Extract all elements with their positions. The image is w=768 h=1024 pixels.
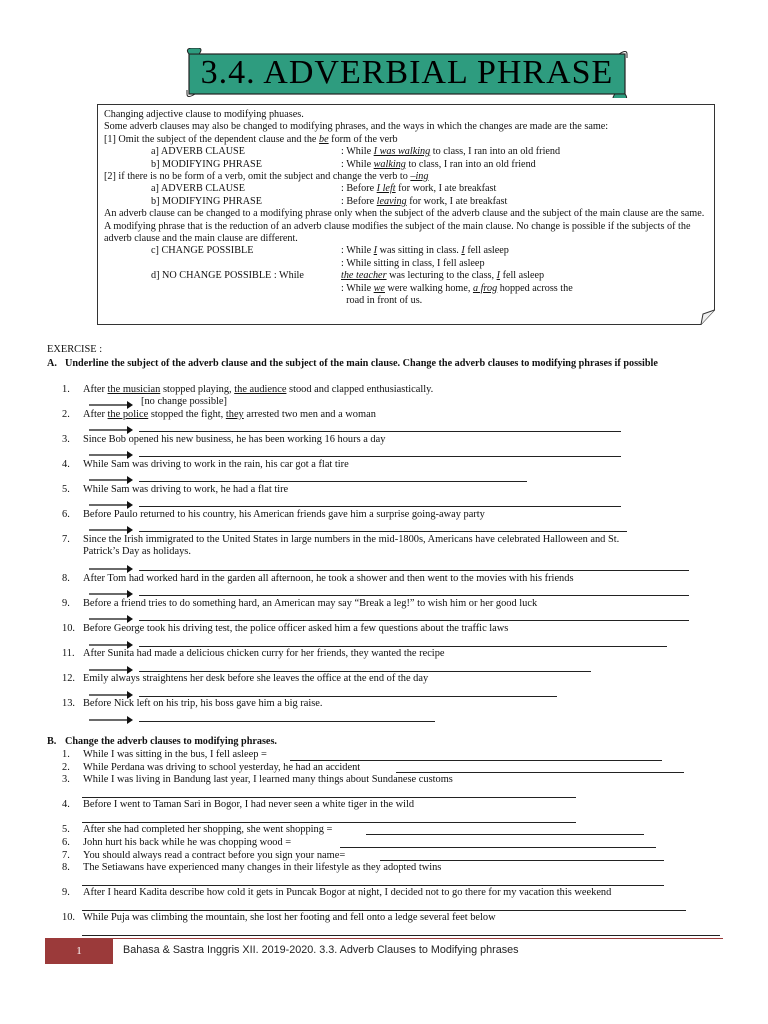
rule-2-prefix: [2] if there is no be form of a verb, omit the subject and change the verb to (104, 170, 411, 182)
answer-line[interactable] (139, 570, 689, 571)
rule-1 (104, 134, 708, 146)
a-item-4-text: While Sam was driving to work in the rain, his car got a flat tire (83, 459, 349, 470)
b-item-5-number: 5. (62, 824, 70, 835)
page-footer (45, 938, 725, 964)
box-intro-2: Some adverb clauses may also be changed to modifying phrases, and the ways in which the changes are made are the same: (104, 121, 609, 133)
a-item-9-text: Before a friend tries to do something hard, an American may say “Break a leg!” to wish him or her good luck (83, 598, 538, 609)
a-item-8-text: After Tom had worked hard in the garden all afternoon, he took a shower and then went to the movies with his friends (83, 573, 574, 584)
b-item-1-number: 1. (62, 749, 70, 760)
a-item-3-text: Since Bob opened his new business, he has been working 16 hours a day (83, 434, 386, 445)
example-c1-subject-2: I (461, 245, 465, 257)
a-item-5-number: 5. (62, 484, 70, 495)
a-item-12 (62, 673, 702, 684)
b-item-2-number: 2. (62, 762, 70, 773)
rule-2a (104, 183, 708, 195)
rule-1a-label: a] ADVERB CLAUSE (151, 146, 245, 158)
b-item-3-text: While I was living in Bandung last year, I learned many things about Sundanese customs (83, 774, 453, 785)
answer-line[interactable] (139, 481, 527, 482)
rule-1-be: be (319, 133, 329, 145)
b-item-10 (62, 912, 702, 923)
b-item-3 (62, 774, 702, 785)
a-item-8-number: 8. (62, 573, 70, 584)
example-d2-subject-1: we (373, 282, 385, 294)
a-item-2-number: 2. (62, 409, 70, 420)
a-item-11-text: After Sunita had made a delicious chicken curry for her friends, they wanted the recipe (83, 648, 445, 659)
rule-1b-post: to class, I ran into an old friend (405, 158, 536, 170)
arrow-icon (89, 526, 133, 534)
answer-line[interactable] (139, 721, 435, 722)
a-item-7-number: 7. (62, 534, 70, 545)
a-item-2-post: arrested two men and a woman (243, 409, 376, 420)
b-item-6-text: John hurt his back while he was chopping wood = (83, 837, 292, 848)
b-answer-4-line[interactable] (82, 822, 576, 823)
rule-1-suffix: form of the verb (328, 133, 398, 145)
rule-2a-underlined: I left (376, 183, 396, 195)
rule-2b-underlined: leaving (376, 195, 407, 207)
example-c1-pre: : While (341, 245, 374, 257)
answer-line[interactable] (139, 456, 621, 457)
page-title: 3.4. ADVERBIAL PHRASE (200, 54, 614, 91)
section-b-letter: B. (47, 736, 57, 747)
rule-2 (104, 171, 708, 183)
a-item-7 (62, 534, 702, 559)
answer-line[interactable] (139, 696, 557, 697)
a-item-2-subject-1: the police (107, 409, 149, 420)
b-item-7-text: You should always read a contract before you sign your name= (83, 850, 346, 861)
b-item-8 (62, 862, 702, 873)
rule-2b (104, 196, 708, 208)
example-d2-post: hopped across the (497, 282, 573, 294)
example-d3-text: road in front of us. (346, 294, 423, 306)
a-item-5 (62, 484, 702, 495)
arrow-icon (89, 565, 133, 573)
b-item-8-text: The Setiawans have experienced many changes in their lifestyle as they adopted twins (83, 862, 442, 873)
section-a-title (47, 358, 717, 370)
b-answer-7-line[interactable] (380, 860, 664, 861)
a-item-11 (62, 648, 702, 659)
arrow-icon (89, 615, 133, 623)
a-item-2-subject-2: they (225, 409, 244, 420)
rule-1a-post: to class, I ran into an old friend (430, 146, 561, 158)
arrow-icon (89, 501, 133, 509)
b-item-6-number: 6. (62, 837, 70, 848)
rule-2b-post: for work, I ate breakfast (406, 195, 508, 207)
section-b-text: Change the adverb clauses to modifying phrases. (65, 736, 277, 747)
b-item-4-number: 4. (62, 799, 70, 810)
rule-1a (104, 146, 708, 158)
answer-line[interactable] (139, 506, 621, 507)
a-item-7-text-cont: Patrick’s Day as holidays. (83, 546, 191, 558)
answer-line[interactable] (139, 595, 689, 596)
example-c-label: c] CHANGE POSSIBLE (151, 245, 254, 257)
a-item-9-number: 9. (62, 598, 70, 609)
rule-1b-pre: : While (341, 158, 374, 170)
exercise-heading: EXERCISE : (47, 344, 103, 355)
b-item-4-text: Before I went to Taman Sari in Bogor, I had never seen a white tiger in the wild (83, 799, 415, 810)
b-answer-6-line[interactable] (340, 847, 656, 848)
b-item-9-text: After I heard Kadita describe how cold it gets in Puncak Bogor at night, I decided not to go there for my vacation this weekend (83, 887, 612, 898)
b-item-9-number: 9. (62, 887, 70, 898)
b-answer-8-line[interactable] (82, 885, 664, 886)
rule-1a-underlined: I was walking (373, 146, 431, 158)
example-d2 (104, 283, 708, 295)
a-item-13-text: Before Nick left on his trip, his boss gave him a big raise. (83, 698, 323, 709)
a-item-9 (62, 598, 702, 609)
example-c1-mid: was sitting in class. (377, 245, 462, 257)
rule-2a-pre: : Before (341, 183, 377, 195)
rule-2a-label: a] ADVERB CLAUSE (151, 183, 245, 195)
footer-rule (113, 938, 723, 939)
page-number: 1 (45, 938, 113, 964)
rule-1-prefix: [1] Omit the subject of the dependent clause and the (104, 133, 319, 145)
a-item-6 (62, 509, 702, 520)
a-item-10-number: 10. (62, 623, 75, 634)
example-c2-text: : While sitting in class, I fell asleep (341, 257, 485, 269)
b-item-1 (62, 749, 702, 760)
rule-1b-label: b] MODIFYING PHRASE (151, 158, 262, 170)
a-item-12-text: Emily always straightens her desk before she leaves the office at the end of the day (83, 673, 429, 684)
arrow-icon (89, 401, 133, 409)
b-item-8-number: 8. (62, 862, 70, 873)
a-item-6-text: Before Paulo returned to his country, his American friends gave him a surprise going-away party (83, 509, 485, 520)
a-item-2 (62, 409, 702, 420)
a-item-13-number: 13. (62, 698, 75, 709)
a-item-3-number: 3. (62, 434, 70, 445)
answer-line[interactable] (139, 431, 621, 432)
example-d2-subject-2: a frog (472, 282, 498, 294)
explanation-box (97, 104, 715, 324)
example-d1-mid: was lecturing to the class, (386, 270, 497, 282)
answer-line[interactable] (139, 531, 627, 532)
a-answer-1-text: [no change possible] (141, 396, 227, 407)
a-item-8 (62, 573, 702, 584)
a-item-7-text: Since the Irish immigrated to the United States in large numbers in the mid-1800s, Americans have celebrated Halloween and St. (83, 534, 620, 545)
box-intro: Changing adjective clause to modifying phuases. (104, 109, 304, 120)
section-b-title (47, 736, 717, 748)
rule-1b-underlined: walking (373, 158, 406, 170)
box-paragraph: An adverb clause can be changed to a modifying phrase only when the subject of the adverb clause and the subject of the main clause are the same. A modifying phrase that is the reduction of an adverb clause modifies the subject of the main clause. No change is possible if the subjects of the adverb clause and the main clause are different. (104, 208, 705, 244)
a-item-1-number: 1. (62, 384, 70, 395)
example-d1-subject-1: the teacher (341, 270, 387, 282)
b-item-10-number: 10. (62, 912, 75, 923)
b-item-10-text: While Puja was climbing the mountain, she lost her footing and fell onto a ledge several feet below (83, 912, 496, 923)
b-answer-3-line[interactable] (82, 797, 576, 798)
b-item-1-text: While I was sitting in the bus, I fell asleep = (83, 749, 267, 760)
a-item-1-subject-1: the musician (107, 384, 161, 395)
example-d-label: d] NO CHANGE POSSIBLE (151, 270, 272, 282)
b-answer-1-line[interactable] (290, 760, 662, 761)
b-item-4 (62, 799, 702, 810)
b-answer-9-line[interactable] (82, 910, 686, 911)
a-item-1-pre: After (83, 384, 108, 395)
b-item-2-text: While Perdana was driving to school yesterday, he had an accident (83, 762, 361, 773)
example-c2 (104, 258, 708, 270)
a-item-1-subject-2: the audience (234, 384, 287, 395)
a-item-1-post: stood and clapped enthusiastically. (286, 384, 434, 395)
rule-1a-pre: : While (341, 146, 374, 158)
a-item-10-text: Before George took his driving test, the police officer asked him a few questions about the traffic laws (83, 623, 509, 634)
b-answer-5-line[interactable] (366, 834, 644, 835)
a-item-1-mid: stopped playing, (160, 384, 235, 395)
rule-1b (104, 159, 708, 171)
b-item-9 (62, 887, 702, 898)
b-answer-2-line[interactable] (396, 772, 684, 773)
b-item-5-text: After she had completed her shopping, she went shopping = (83, 824, 333, 835)
b-answer-10-line[interactable] (82, 935, 720, 936)
example-d1-post: fell asleep (500, 270, 545, 282)
example-d2-mid: were walking home, (384, 282, 473, 294)
rule-2a-post: for work, I ate breakfast (395, 183, 497, 195)
arrow-icon (89, 476, 133, 484)
a-item-3 (62, 434, 702, 445)
rule-2-ing: –ing (410, 170, 429, 182)
a-item-2-pre: After (83, 409, 108, 420)
a-item-13 (62, 698, 702, 709)
section-a-text: Underline the subject of the adverb clause and the subject of the main clause. Change the adverb clauses to modifying phrases if possible (65, 358, 658, 369)
a-item-10 (62, 623, 702, 634)
a-item-2-mid: stopped the fight, (148, 409, 226, 420)
example-d1-pre: : While (273, 270, 304, 282)
title-banner (183, 48, 631, 98)
example-c1 (104, 245, 708, 257)
example-d1-subject-2: I (496, 270, 501, 282)
a-item-11-number: 11. (62, 648, 75, 659)
arrow-icon (89, 451, 133, 459)
b-item-3-number: 3. (62, 774, 70, 785)
a-item-1 (62, 384, 702, 395)
rule-2b-pre: : Before (341, 195, 377, 207)
arrow-icon (89, 426, 133, 434)
answer-line[interactable] (139, 620, 689, 621)
a-item-4-number: 4. (62, 459, 70, 470)
a-item-4 (62, 459, 702, 470)
example-d1 (104, 270, 708, 282)
rule-2b-label: b] MODIFYING PHRASE (151, 195, 262, 207)
arrow-icon (89, 716, 133, 724)
footer-text: Bahasa & Sastra Inggris XII. 2019-2020. 3.3. Adverb Clauses to Modifying phrases (123, 944, 519, 956)
example-d3 (104, 295, 708, 307)
example-c1-subject-1: I (373, 245, 378, 257)
answer-line[interactable] (139, 646, 667, 647)
a-item-5-text: While Sam was driving to work, he had a flat tire (83, 484, 289, 495)
answer-line[interactable] (139, 671, 591, 672)
section-a-letter: A. (47, 358, 57, 369)
arrow-icon (89, 590, 133, 598)
a-item-12-number: 12. (62, 673, 75, 684)
a-item-6-number: 6. (62, 509, 70, 520)
example-c1-post: fell asleep (464, 245, 509, 257)
b-item-7-number: 7. (62, 850, 70, 861)
example-d2-pre: : While (341, 282, 374, 294)
